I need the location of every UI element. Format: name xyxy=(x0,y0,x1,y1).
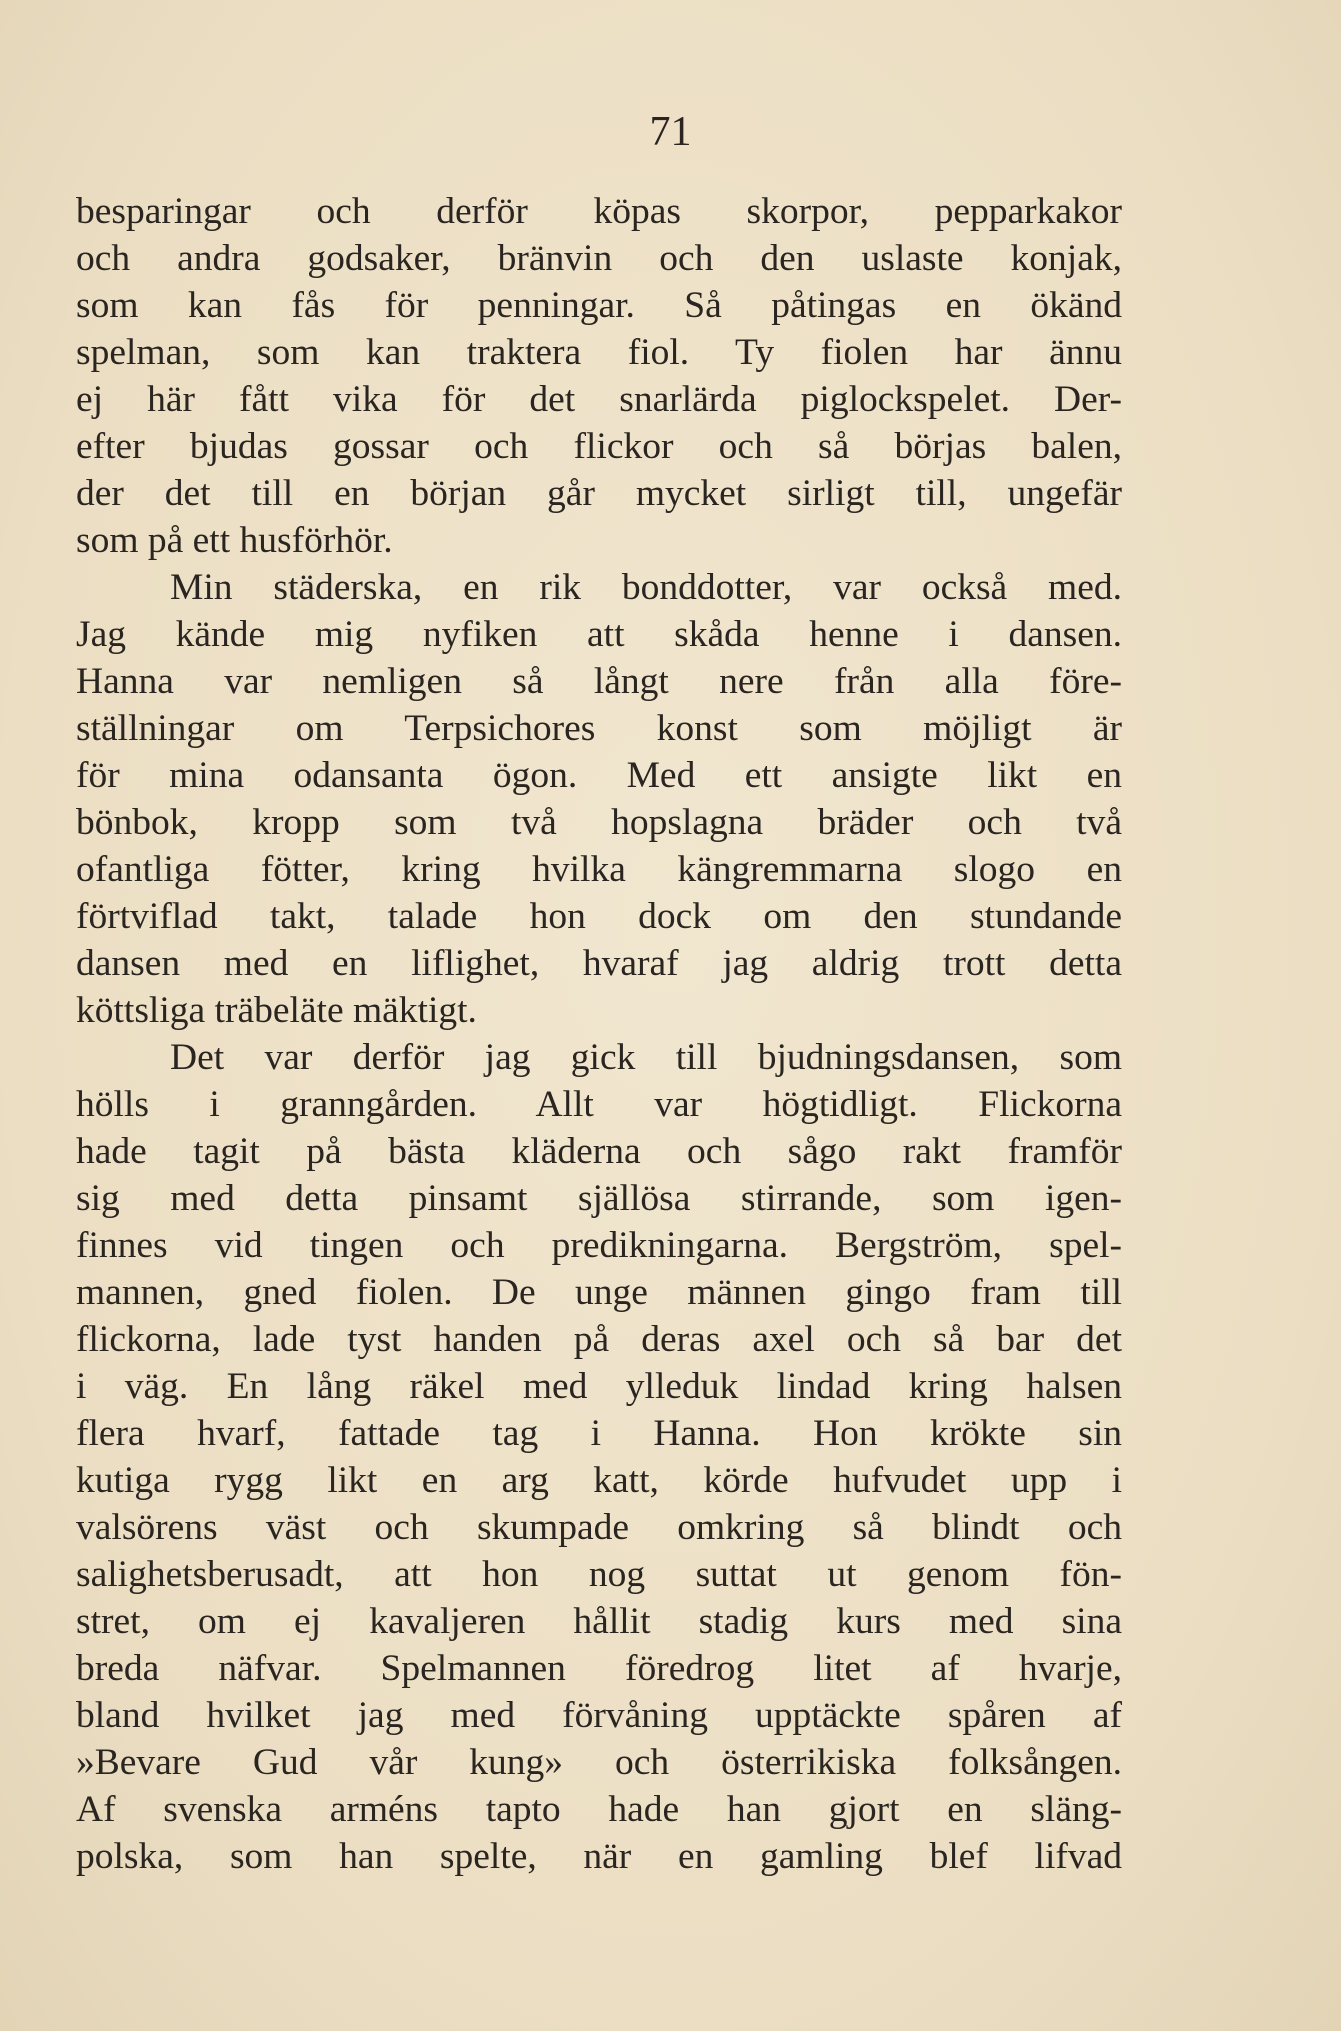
text-line: dansen med en liflighet, hvaraf jag aldrig trott detta xyxy=(76,943,1122,984)
text-line: och andra godsaker, bränvin och den uslaste konjak, xyxy=(76,238,1122,279)
text-line: valsörens väst och skumpade omkring så blindt och xyxy=(76,1507,1122,1548)
text-line: ställningar om Terpsichores konst som möjligt är xyxy=(76,708,1122,749)
text-line: Jag kände mig nyfiken att skåda henne i dansen. xyxy=(76,614,1122,655)
text-line: salighetsberusadt, att hon nog suttat ut genom fön- xyxy=(76,1554,1122,1595)
text-line: bönbok, kropp som två hopslagna bräder och två xyxy=(76,802,1122,843)
text-line: Hanna var nemligen så långt nere från alla före- xyxy=(76,661,1122,702)
text-line: Det var derför jag gick till bjudningsdansen, som xyxy=(170,1037,1122,1078)
text-line: som kan fås för penningar. Så påtingas en ökänd xyxy=(76,285,1122,326)
text-line: efter bjudas gossar och flickor och så börjas balen, xyxy=(76,426,1122,467)
text-line: i väg. En lång räkel med ylleduk lindad kring halsen xyxy=(76,1366,1122,1407)
text-line: förtviflad takt, talade hon dock om den stundande xyxy=(76,896,1122,937)
text-line: mannen, gned fiolen. De unge männen gingo fram till xyxy=(76,1272,1122,1313)
text-line: spelman, som kan traktera fiol. Ty fiolen har ännu xyxy=(76,332,1122,373)
text-line: hade tagit på bästa kläderna och sågo rakt framför xyxy=(76,1131,1122,1172)
text-line: »Bevare Gud vår kung» och österrikiska folksången. xyxy=(76,1742,1122,1783)
text-line: kutiga rygg likt en arg katt, körde hufvudet upp i xyxy=(76,1460,1122,1501)
text-line: finnes vid tingen och predikningarna. Bergström, spel- xyxy=(76,1225,1122,1266)
text-line: besparingar och derför köpas skorpor, pepparkakor xyxy=(76,191,1122,232)
text-line: flickorna, lade tyst handen på deras axel och så bar det xyxy=(76,1319,1122,1360)
text-line: ofantliga fötter, kring hvilka kängremmarna slogo en xyxy=(76,849,1122,890)
text-line: stret, om ej kavaljeren hållit stadig kurs med sina xyxy=(76,1601,1122,1642)
text-line: för mina odansanta ögon. Med ett ansigte likt en xyxy=(76,755,1122,796)
text-line: köttsliga träbeläte mäktigt. xyxy=(76,990,477,1031)
text-line: ej här fått vika för det snarlärda piglockspelet. Der- xyxy=(76,379,1122,420)
text-line: flera hvarf, fattade tag i Hanna. Hon krökte sin xyxy=(76,1413,1122,1454)
text-line: sig med detta pinsamt själlösa stirrande, som igen- xyxy=(76,1178,1122,1219)
body-text xyxy=(76,188,1122,1880)
text-line: polska, som han spelte, när en gamling blef lifvad xyxy=(76,1836,1122,1877)
page-number: 71 xyxy=(649,109,692,155)
text-line: som på ett husförhör. xyxy=(76,520,393,561)
text-line: hölls i granngården. Allt var högtidligt. Flickorna xyxy=(76,1084,1122,1125)
text-line: Af svenska arméns tapto hade han gjort en släng- xyxy=(76,1789,1122,1830)
text-line: breda näfvar. Spelmannen föredrog litet af hvarje, xyxy=(76,1648,1122,1689)
text-line: Min städerska, en rik bonddotter, var också med. xyxy=(170,567,1122,608)
text-line: der det till en början går mycket sirligt till, ungefär xyxy=(76,473,1122,514)
text-line: bland hvilket jag med förvåning upptäckte spåren af xyxy=(76,1695,1122,1736)
